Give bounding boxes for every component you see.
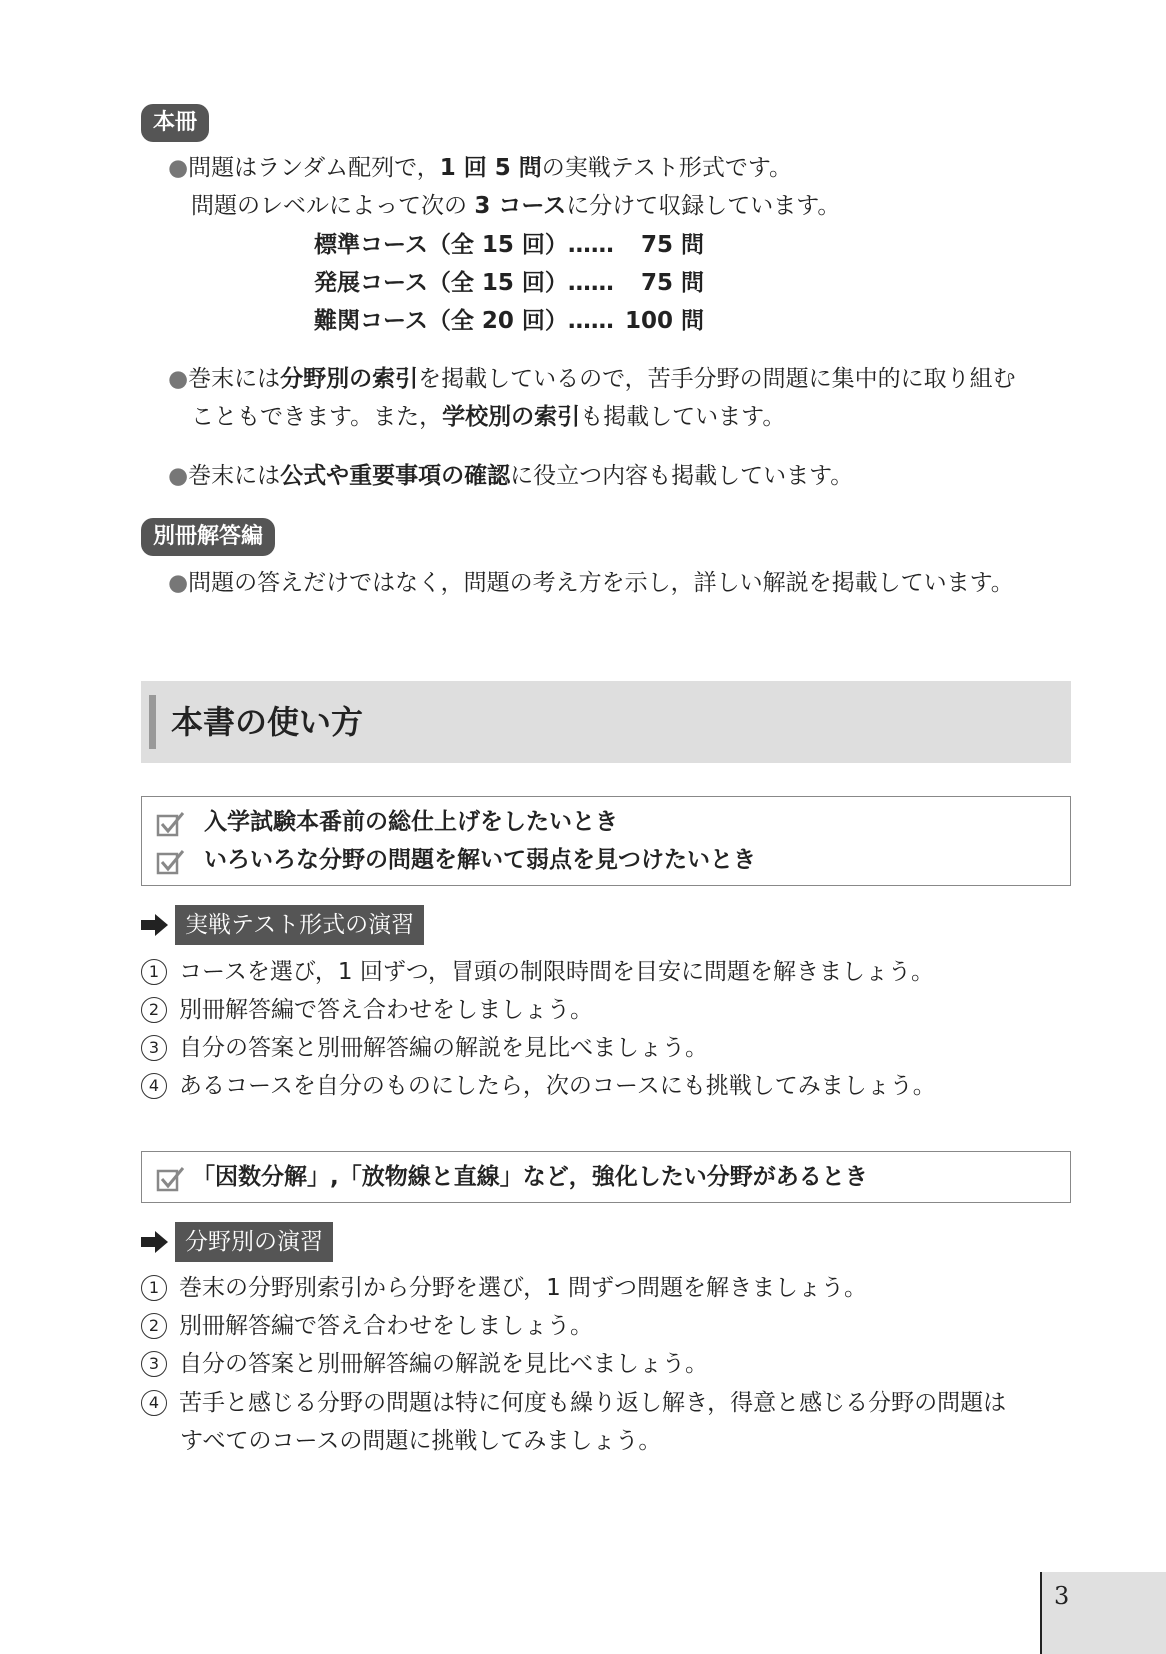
arrow-right-icon bbox=[141, 913, 169, 937]
page-number: 3 bbox=[1054, 1582, 1070, 1610]
bessatsu-tag: 別冊解答編 bbox=[141, 518, 275, 556]
bullet-item: ●巻末には分野別の索引を掲載しているので，苦手分野の問題に集中的に取り組む bbox=[168, 366, 1016, 392]
bullet-icon: ● bbox=[168, 570, 189, 596]
practice-heading-label: 分野別の演習 bbox=[175, 1222, 333, 1262]
bullet-item: ●巻末には公式や重要事項の確認に役立つ内容も掲載しています。 bbox=[168, 463, 854, 489]
step-item: 2 別冊解答編で答え合わせをしましょう。 bbox=[141, 1311, 593, 1341]
step-number: 1 bbox=[141, 959, 167, 985]
bullet-icon: ● bbox=[168, 366, 189, 392]
course-row: 標準コース（全 15 回）…… 75 問 bbox=[314, 232, 704, 258]
bullet-item: ●問題はランダム配列で，1 回 5 問の実戦テスト形式です。 bbox=[168, 155, 792, 181]
course-row: 難関コース（全 20 回）…… 100 問 bbox=[314, 308, 704, 334]
section-title: 本書の使い方 bbox=[171, 703, 364, 741]
step-item: 1 巻末の分野別索引から分野を選び，1 問ずつ問題を解きましょう。 bbox=[141, 1273, 867, 1303]
bullet-item-cont: 問題のレベルによって次の 3 コースに分けて収録しています。 bbox=[191, 193, 841, 219]
bullet-item-cont: こともできます。また，学校別の索引も掲載しています。 bbox=[191, 404, 786, 430]
step-number: 2 bbox=[141, 997, 167, 1023]
bullet-icon: ● bbox=[168, 463, 189, 489]
step-number: 4 bbox=[141, 1390, 167, 1416]
arrow-right-icon bbox=[141, 1230, 169, 1254]
checkbox-icon bbox=[156, 1166, 186, 1192]
step-item: 2 別冊解答編で答え合わせをしましょう。 bbox=[141, 995, 593, 1025]
honsatsu-tag: 本冊 bbox=[141, 104, 209, 142]
section-header bbox=[141, 681, 1071, 763]
step-item: 3 自分の答案と別冊解答編の解説を見比べましょう。 bbox=[141, 1033, 708, 1063]
checkbox-icon bbox=[156, 849, 186, 875]
checklist-box: 入学試験本番前の総仕上げをしたいとき いろいろな分野の問題を解いて弱点を見つけたいとき bbox=[141, 796, 1071, 886]
step-number: 4 bbox=[141, 1073, 167, 1099]
bullet-item: ●問題の答えだけではなく，問題の考え方を示し，詳しい解説を掲載しています。 bbox=[168, 570, 1014, 596]
step-item: 4 あるコースを自分のものにしたら，次のコースにも挑戦してみましょう。 bbox=[141, 1071, 936, 1101]
course-row: 発展コース（全 15 回）…… 75 問 bbox=[314, 270, 704, 296]
step-item-cont: すべてのコースの問題に挑戦してみましょう。 bbox=[180, 1428, 662, 1454]
page-number-tab bbox=[1040, 1572, 1166, 1654]
step-item: 3 自分の答案と別冊解答編の解説を見比べましょう。 bbox=[141, 1349, 708, 1379]
step-item: 4 苦手と感じる分野の問題は特に何度も繰り返し解き，得意と感じる分野の問題は bbox=[141, 1388, 1006, 1418]
step-number: 3 bbox=[141, 1035, 167, 1061]
step-item: 1 コースを選び，1 回ずつ，冒頭の制限時間を目安に問題を解きましょう。 bbox=[141, 957, 934, 987]
checklist-box: 「因数分解」,「放物線と直線」など，強化したい分野があるとき bbox=[141, 1151, 1071, 1203]
checkbox-icon bbox=[156, 811, 186, 837]
step-number: 1 bbox=[141, 1275, 167, 1301]
practice-heading-label: 実戦テスト形式の演習 bbox=[175, 905, 424, 945]
section-accent bbox=[149, 695, 156, 749]
bullet-icon: ● bbox=[168, 155, 189, 181]
step-number: 2 bbox=[141, 1313, 167, 1339]
step-number: 3 bbox=[141, 1351, 167, 1377]
